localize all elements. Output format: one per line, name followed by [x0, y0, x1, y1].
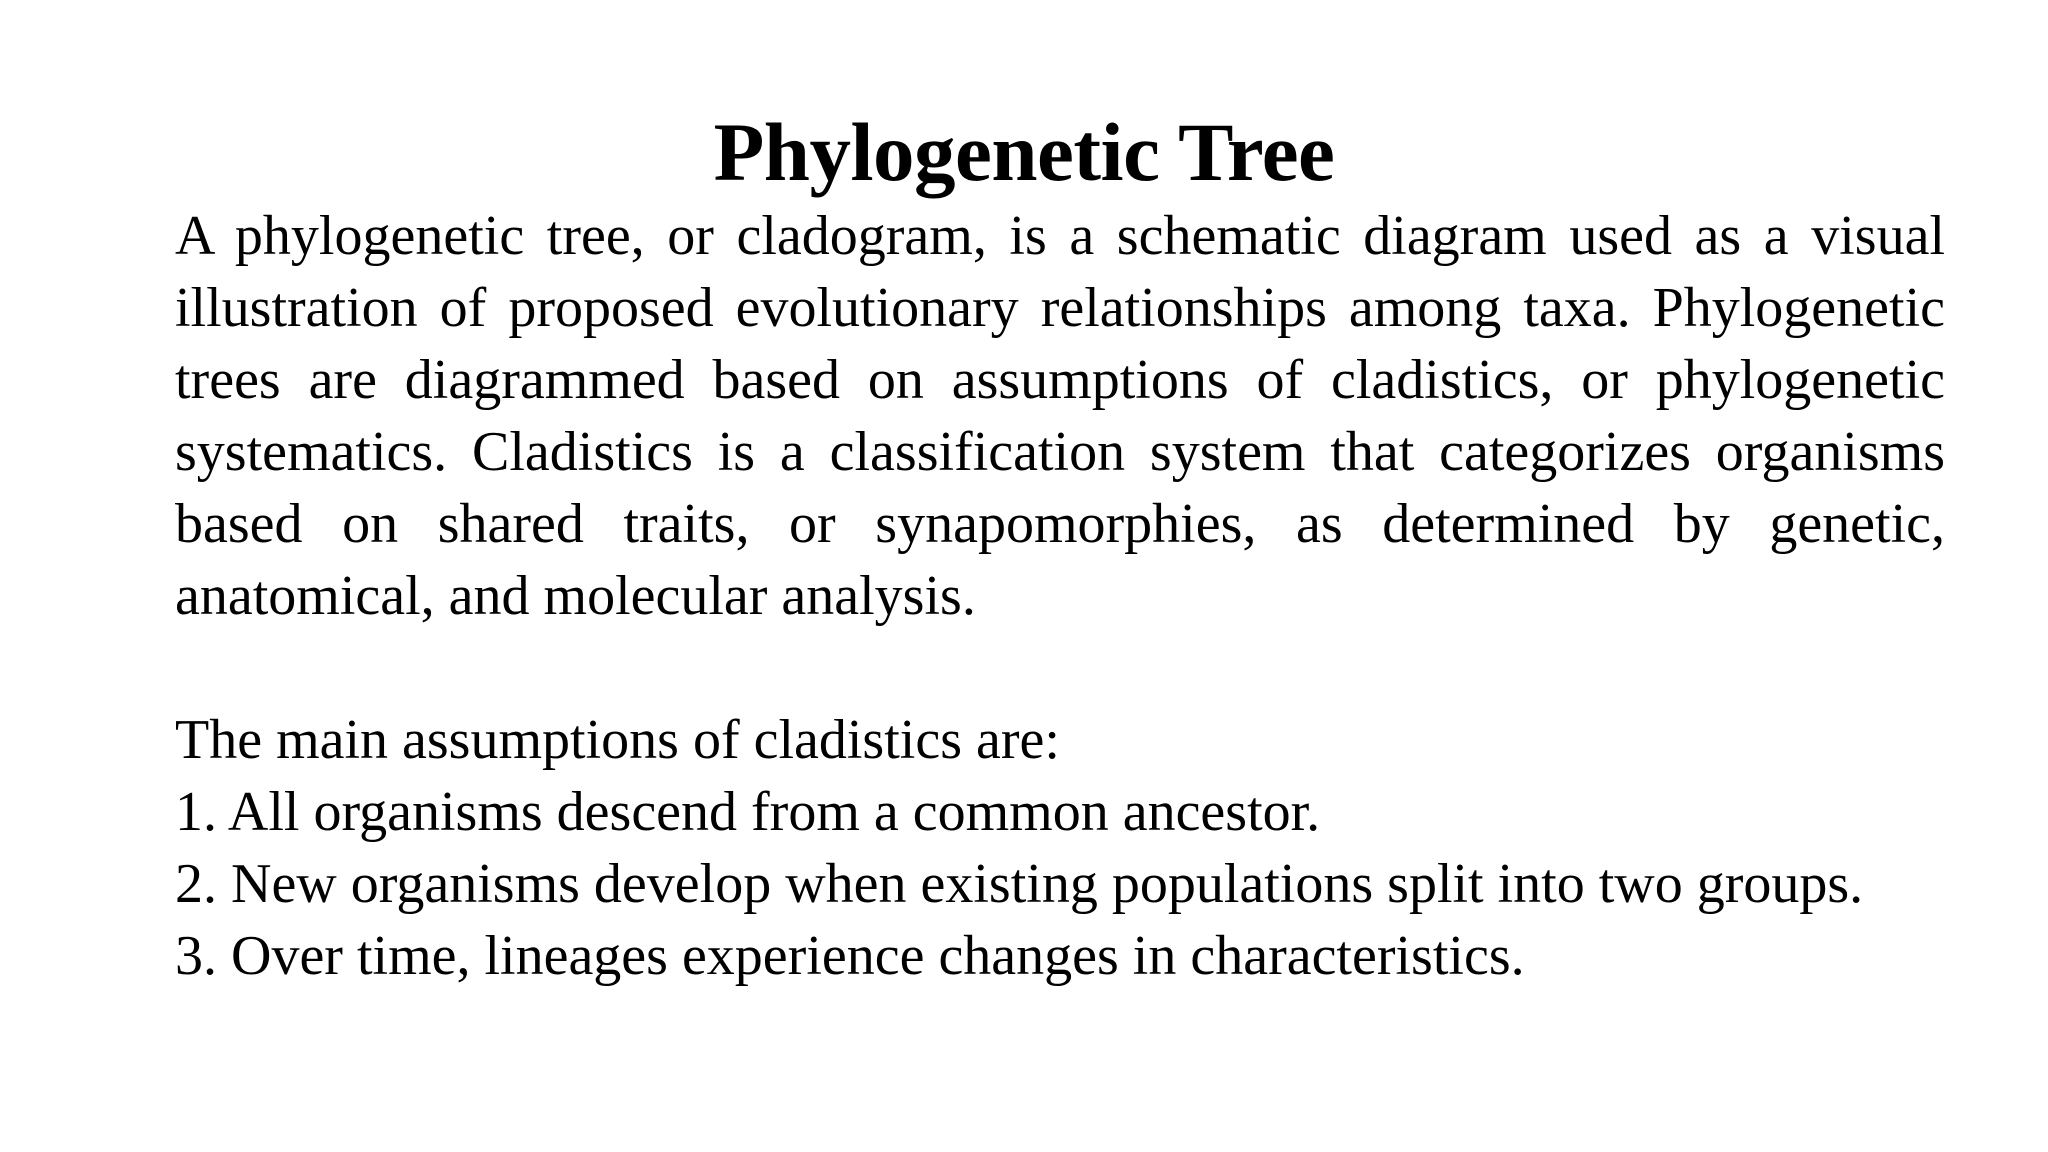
definition-paragraph: A phylogenetic tree, or cladogram, is a schematic diagram used as a visual illustration of proposed evolutionary relationships among taxa. Phylogenetic trees are diagrammed based on assumptions of cladistics, or phylogenetic systematics. Cladistics is a classification system that categorizes organisms based on shared traits, or synapomorphies, as determined by genetic, anatomical, and molecular analysis. [175, 205, 1945, 627]
assumption-item: 3. Over time, lineages experience changes in characteristics. [175, 925, 1525, 987]
assumptions-intro: The main assumptions of cladistics are: [175, 709, 1060, 771]
slide-body [175, 200, 1945, 992]
assumption-item: 1. All organisms descend from a common ancestor. [175, 781, 1321, 843]
assumptions-list [175, 776, 1945, 992]
assumption-item: 2. New organisms develop when existing populations split into two groups. [175, 853, 1864, 915]
slide-title: Phylogenetic Tree [713, 106, 1335, 198]
